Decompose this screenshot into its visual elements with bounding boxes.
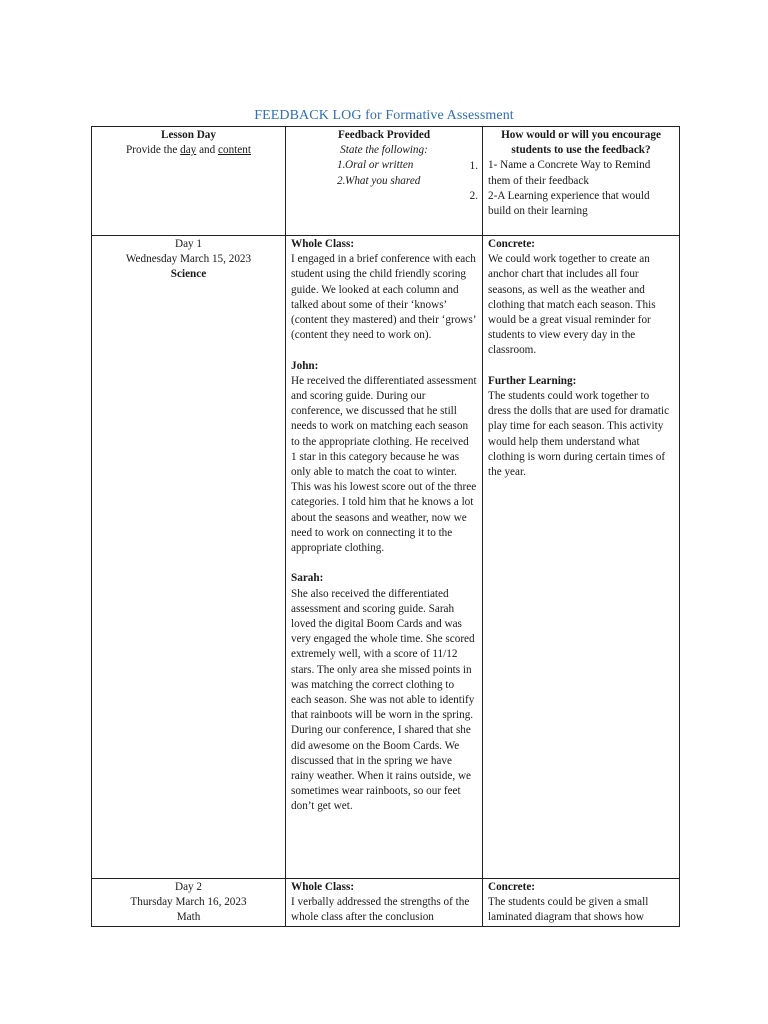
table-row	[92, 236, 680, 879]
whole-class-feedback: I verbally addressed the strengths of the whole class after the conclusion	[291, 896, 470, 924]
student-john-label: John:	[291, 359, 319, 372]
lesson-day-heading: Lesson Day	[160, 129, 216, 141]
encourage-heading: How would or will you encourage students to use the feedback?	[501, 129, 661, 157]
day-date: Thursday March 16, 2023	[130, 896, 247, 909]
list-number: 2.	[469, 190, 478, 203]
day-date: Wednesday March 15, 2023	[125, 253, 252, 266]
concrete-label: Concrete:	[488, 238, 536, 250]
encourage-instruction-2: 2-A Learning experience that would build on their learning	[488, 189, 650, 218]
feedback-cell	[286, 879, 483, 927]
list-item: 2. What you shared	[337, 174, 421, 187]
concrete-label: Concrete:	[488, 881, 536, 893]
day-label: Day 1	[174, 238, 203, 250]
feedback-cell	[286, 236, 483, 879]
feedback-provided-heading: Feedback Provided	[337, 129, 431, 141]
student-sarah-label: Sarah:	[291, 572, 324, 585]
lesson-day-instruction: Provide the day and content	[126, 144, 251, 157]
encourage-cell	[483, 879, 680, 927]
concrete-text: We could work together to create an anchor chart that includes all four seasons, as well as the weather and clothing that match each season. This would be a great visual reminder for students to view every day in the classroom.	[488, 253, 656, 357]
list-item: 1. Oral or written	[337, 159, 414, 172]
feedback-provided-instruction: State the following:	[340, 144, 428, 157]
lesson-day-cell	[92, 879, 286, 927]
encourage-header-cell	[483, 127, 680, 236]
document-title: FEEDBACK LOG for Formative Assessment	[254, 108, 514, 123]
further-learning-text: The students could work together to dress the dolls that are used for dramatic play time for each season. This activity would help them understand what clothing is worn during certain times of the year.	[488, 390, 670, 479]
student-sarah-feedback: She also received the differentiated assessment and scoring guide. Sarah loved the digital Boom Cards and was very engaged the whole time. She scored extremely well, with a score of 11/12 stars. The only area she missed points in was matching the correct clothing to each season. She was not able to identify that rainboots will be worn in the spring. During our conference, I shared that she did awesome on the Boom Cards. We discussed that in the spring we have rainy weather. When it rains outside, we sometimes wear rainboots, so our feet don’t get wet.	[291, 587, 475, 813]
table-row	[92, 879, 680, 927]
day-subject: Math	[176, 911, 201, 924]
student-john-feedback: He received the differentiated assessment and scoring guide. During our conference, we discussed that he still needs to work on matching each season to the appropriate clothing. He received 1 star in this category because he was only able to match the coat to winter. This was his lowest score out of the three categories. I told him that he knows a lot about the seasons and weather, now we need to work on connecting it to the appropriate clothing.	[291, 374, 477, 555]
whole-class-label: Whole Class:	[291, 881, 355, 893]
lesson-day-header-cell	[92, 127, 286, 236]
whole-class-label: Whole Class:	[291, 238, 355, 250]
further-learning-label: Further Learning:	[488, 374, 577, 387]
day-subject: Science	[170, 268, 207, 281]
encourage-instruction-1: 1- Name a Concrete Way to Remind them of their feedback	[488, 159, 651, 187]
feedback-provided-header-cell	[286, 127, 483, 236]
encourage-cell	[483, 236, 680, 879]
day-label: Day 2	[174, 881, 203, 893]
lesson-day-cell	[92, 236, 286, 879]
feedback-log-table	[91, 126, 680, 927]
whole-class-feedback: I engaged in a brief conference with each student using the child friendly scoring guide. We looked at each column and talked about some of their ‘knows’ (content they mastered) and their ‘grows’ (content they need to work on).	[291, 253, 476, 342]
table-header-row	[92, 127, 680, 236]
concrete-text: The students could be given a small laminated diagram that shows how	[488, 896, 649, 924]
feedback-right-numbers	[470, 159, 478, 204]
feedback-provided-list	[291, 158, 477, 188]
list-number: 1.	[469, 160, 478, 172]
